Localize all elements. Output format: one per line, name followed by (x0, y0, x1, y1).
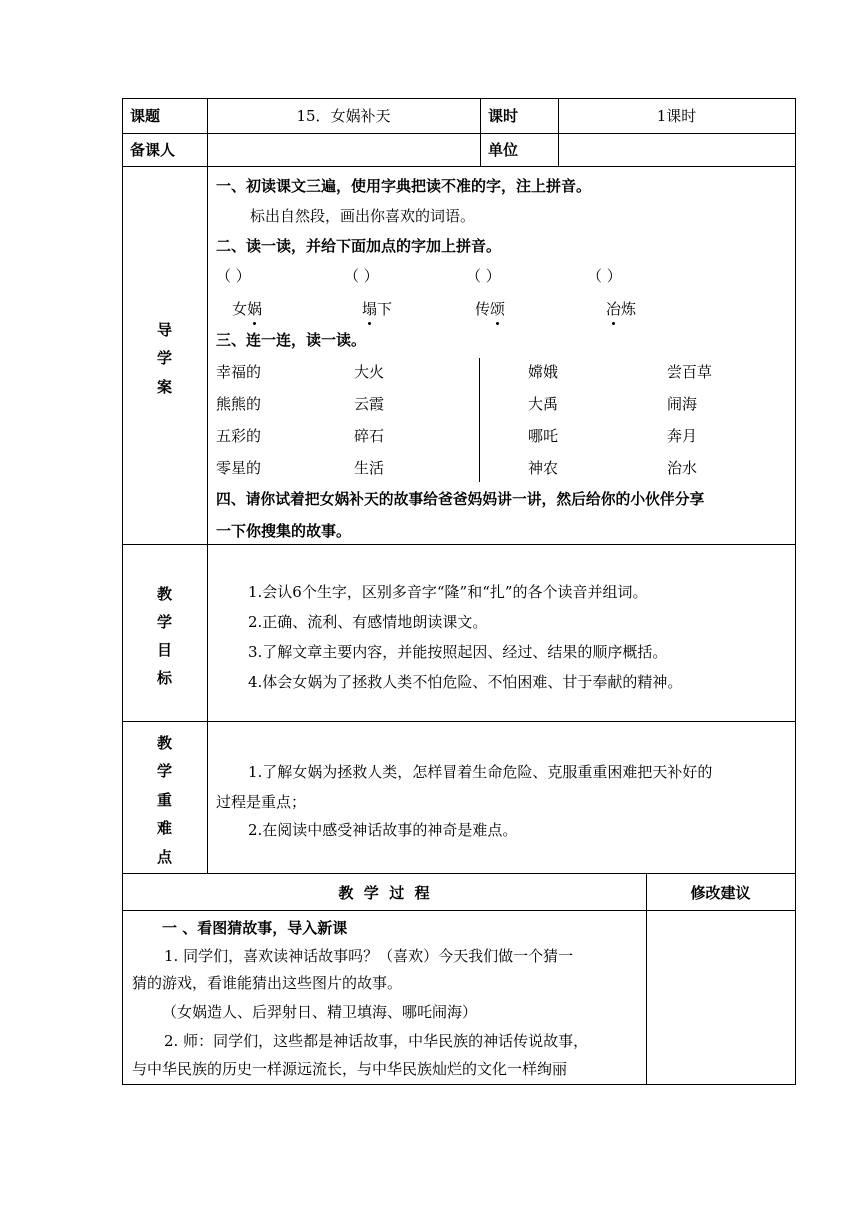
table-line-guide-bottom (122, 544, 796, 545)
word-3-dotted-char: 颂 (490, 300, 506, 318)
objectives-label-char-3: 目 (156, 641, 172, 659)
match-right-b-2: 闹海 (667, 395, 698, 413)
task2-title: 二、读一读，并给下面加点的字加上拼音。 (216, 237, 502, 255)
period-label: 课时 (488, 107, 519, 125)
match-left-b-1: 大火 (354, 363, 385, 381)
dotted-word-1 (232, 299, 262, 319)
objectives-label-char-1: 教 (156, 585, 172, 603)
pinyin-blank-3: （ ） (466, 267, 501, 285)
matching-divider (479, 358, 480, 482)
word-1-pre: 女 (232, 300, 248, 318)
process-header: 教 学 过 程 (338, 884, 430, 902)
keypoints-label-char-2: 学 (156, 762, 172, 780)
suggestions-header: 修改建议 (690, 884, 751, 902)
dotted-word-4 (606, 299, 636, 319)
table-line-row1 (122, 133, 796, 134)
match-right-b-1: 尝百草 (667, 363, 713, 381)
match-right-b-3: 奔月 (667, 427, 698, 445)
dotted-word-2 (362, 299, 392, 319)
objectives-label-char-2: 学 (156, 613, 172, 631)
match-left-a-2: 熊熊的 (216, 395, 262, 413)
match-left-a-3: 五彩的 (216, 427, 262, 445)
word-3-pre: 传 (475, 300, 491, 318)
task1-title: 一、初读课文三遍，使用字典把读不准的字，注上拼音。 (216, 177, 592, 195)
guide-label-char-1: 导 (156, 321, 172, 339)
process-p1-line1: 1. 同学们，喜欢读神话故事吗？（喜欢）今天我们做一个猜一 (164, 947, 574, 965)
process-p1-line2: 猜的游戏，看谁能猜出这些图片的故事。 (132, 974, 403, 992)
objective-item-1: 1.会认6个生字，区别多音字“隆”和“扎”的各个读音并组词。 (248, 583, 648, 601)
word-2-dotted-char: 塌 (362, 300, 378, 318)
word-4-dotted-char: 冶 (606, 300, 622, 318)
guide-label-char-2: 学 (156, 349, 172, 367)
table-line-keypoints-bottom (122, 873, 796, 874)
word-2-post: 下 (377, 300, 393, 318)
topic-label: 课题 (130, 107, 161, 125)
unit-label: 单位 (488, 141, 519, 159)
pinyin-blank-2: （ ） (344, 267, 379, 285)
match-right-a-3: 哪吒 (528, 427, 559, 445)
keypoints-label-char-1: 教 (156, 734, 172, 752)
table-line-row2 (122, 166, 796, 167)
period-value: 1课时 (656, 107, 697, 125)
match-right-a-1: 嫦娥 (528, 363, 559, 381)
task3-title: 三、连一连，读一读。 (216, 331, 367, 349)
process-p3-line1: 2. 师：同学们，这些都是神话故事，中华民族的神话传说故事， (164, 1032, 589, 1050)
match-left-a-1: 幸福的 (216, 363, 262, 381)
process-p3-line2: 与中华民族的历史一样源远流长，与中华民族灿烂的文化一样绚丽 (132, 1060, 568, 1078)
keypoints-label-char-4: 难 (156, 819, 172, 837)
keypoint-line-2: 过程是重点； (216, 793, 307, 811)
pinyin-blank-4: （ ） (587, 267, 622, 285)
table-border-top (122, 98, 796, 99)
keypoint-line-1: 1.了解女娲为拯救人类，怎样冒着生命危险、克服重重困难把天补好的 (248, 763, 713, 781)
table-line-col-suggestions (646, 873, 647, 1085)
dotted-word-3 (475, 299, 505, 319)
objective-item-4: 4.体会女娲为了拯救人类不怕危险、不怕困难、甘于奉献的精神。 (248, 673, 683, 691)
objective-item-3: 3.了解文章主要内容，并能按照起因、经过、结果的顺序概括。 (248, 643, 668, 661)
table-line-label-column (207, 98, 208, 874)
process-section-1-title: 一 、看图猜故事，导入新课 (162, 919, 348, 937)
pinyin-blank-1: （ ） (216, 267, 251, 285)
match-right-a-4: 神农 (528, 459, 559, 477)
table-line-col-period (480, 98, 481, 167)
task4-line1: 四、请你试着把女娲补天的故事给爸爸妈妈讲一讲，然后给你的小伙伴分享 (216, 491, 705, 508)
match-right-a-2: 大禹 (528, 395, 559, 413)
task1-sub: 标出自然段，画出你喜欢的词语。 (250, 207, 476, 225)
table-line-objectives-bottom (122, 721, 796, 722)
keypoint-line-3: 2.在阅读中感受神话故事的神奇是难点。 (248, 821, 518, 839)
word-1-dotted-char: 娲 (247, 300, 263, 318)
objectives-label-char-4: 标 (156, 669, 172, 687)
match-left-b-2: 云霞 (354, 395, 385, 413)
preparer-label: 备课人 (130, 141, 176, 159)
process-p2: （女娲造人、后羿射日、精卫填海、哪吒闹海） (162, 1003, 478, 1021)
guide-label-char-3: 案 (156, 378, 172, 396)
table-line-process-header (122, 910, 796, 911)
word-4-post: 炼 (621, 300, 637, 318)
table-border-right (795, 98, 796, 1085)
match-left-a-4: 零星的 (216, 459, 262, 477)
keypoints-label-char-3: 重 (156, 791, 172, 809)
topic-value: 15．女娲补天 (296, 107, 391, 125)
match-right-b-4: 治水 (667, 459, 698, 477)
match-left-b-4: 生活 (354, 459, 385, 477)
table-border-bottom (122, 1084, 796, 1085)
match-left-b-3: 碎石 (354, 427, 385, 445)
keypoints-label-char-5: 点 (156, 848, 172, 866)
task4-line2: 一下你搜集的故事。 (216, 522, 352, 540)
objective-item-2: 2.正确、流利、有感情地朗读课文。 (248, 613, 488, 631)
